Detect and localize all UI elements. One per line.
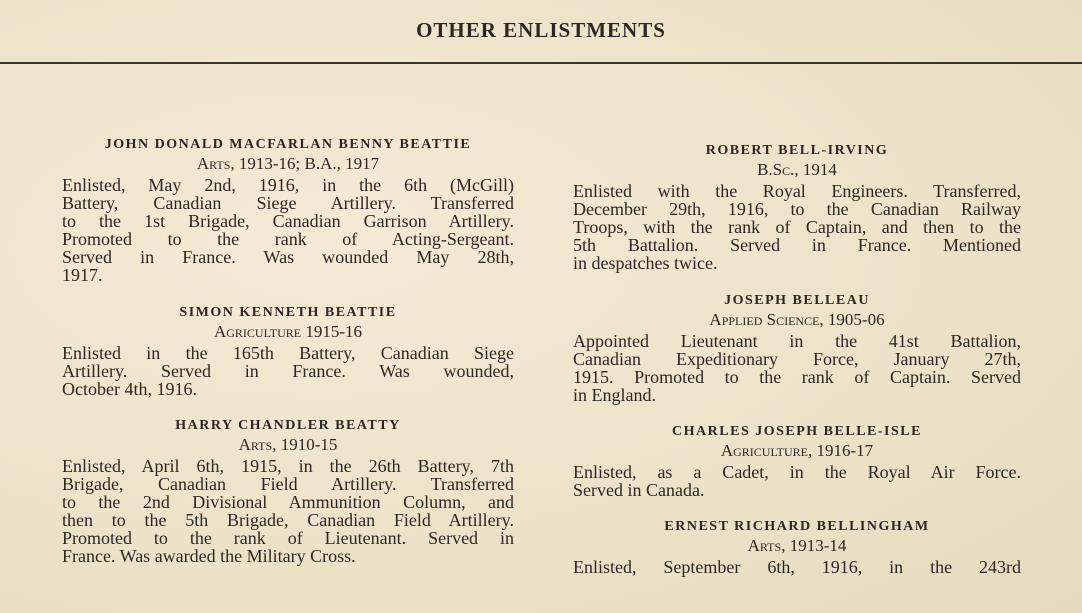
entry-body xyxy=(62,344,514,398)
entry-faculty: B.Sc., 1914 xyxy=(757,160,837,179)
entry-line: Enlisted with the Royal Engineers. Transferred, xyxy=(573,181,1021,201)
entry-body xyxy=(62,457,514,565)
entry-name: ERNEST RICHARD BELLINGHAM xyxy=(664,519,930,534)
entry-faculty: Arts, 1913-16; B.A., 1917 xyxy=(196,154,380,173)
left-column xyxy=(62,136,514,565)
entry-faculty: Agriculture 1915-16 xyxy=(213,322,363,341)
entry-line: Canadian Expeditionary Force, January 27th, xyxy=(573,349,1021,369)
entry-line: Appointed Lieutenant in the 41st Battalion, xyxy=(573,331,1021,351)
entry-line: Enlisted, as a Cadet, in the Royal Air Force. xyxy=(573,462,1021,482)
entry-line: Enlisted, September 6th, 1916, in the 243rd xyxy=(573,557,1021,577)
entry-faculty: Applied Science, 1905-06 xyxy=(709,310,885,329)
entry-line: Promoted to the rank of Lieutenant. Served in xyxy=(62,528,514,548)
entry-line: in England. xyxy=(573,385,656,405)
entry-line: 5th Battalion. Served in France. Mentioned xyxy=(573,235,1021,255)
entry-name: JOSEPH BELLEAU xyxy=(724,293,870,308)
entry-name: CHARLES JOSEPH BELLE-ISLE xyxy=(672,424,922,439)
entry-body xyxy=(573,182,1021,272)
entry-belle-isle-charles xyxy=(573,423,1021,499)
entry-line: to the 2nd Divisional Ammunition Column, and xyxy=(62,492,514,512)
entry-line: Promoted to the rank of Acting-Sergeant. xyxy=(62,229,514,249)
right-column xyxy=(573,142,1021,576)
entry-bell-irving-robert xyxy=(573,142,1021,272)
entry-line: Served in Canada. xyxy=(573,480,705,500)
entry-faculty: Arts, 1910-15 xyxy=(238,435,338,454)
entry-line: France. Was awarded the Military Cross. xyxy=(62,546,356,566)
entry-line: in despatches twice. xyxy=(573,253,718,273)
entry-name: ROBERT BELL-IRVING xyxy=(705,143,889,158)
entry-line: Served in France. Was wounded May 28th, xyxy=(62,247,514,267)
entry-name: HARRY CHANDLER BEATTY xyxy=(175,418,401,433)
page-title: OTHER ENLISTMENTS xyxy=(416,18,666,42)
entry-body xyxy=(573,332,1021,404)
entry-body xyxy=(573,463,1021,499)
entry-belleau-joseph xyxy=(573,292,1021,404)
entry-line: to the 1st Brigade, Canadian Garrison Artillery. xyxy=(62,211,514,231)
entry-line: October 4th, 1916. xyxy=(62,379,197,399)
entry-line: 1915. Promoted to the rank of Captain. Served xyxy=(573,367,1021,387)
entry-body xyxy=(573,558,1021,576)
entry-line: Battery, Canadian Siege Artillery. Transferred xyxy=(62,193,514,213)
entry-body xyxy=(62,176,514,284)
header-rule xyxy=(0,62,1082,64)
entry-line: Artillery. Served in France. Was wounded, xyxy=(62,361,514,381)
entry-line: Enlisted in the 165th Battery, Canadian Siege xyxy=(62,343,514,363)
entry-line: 1917. xyxy=(62,265,103,285)
entry-line: December 29th, 1916, to the Canadian Railway xyxy=(573,199,1021,219)
entry-faculty: Agriculture, 1916-17 xyxy=(720,441,874,460)
entry-name: SIMON KENNETH BEATTIE xyxy=(179,305,397,320)
entry-line: Enlisted, April 6th, 1915, in the 26th Battery, 7th xyxy=(62,456,514,476)
entry-beatty-harry xyxy=(62,417,514,565)
entry-beattie-john xyxy=(62,136,514,284)
entry-name: JOHN DONALD MACFARLAN BENNY BEATTIE xyxy=(104,137,472,152)
entry-line: Brigade, Canadian Field Artillery. Transferred xyxy=(62,474,514,494)
entry-line: Troops, with the rank of Captain, and then to the xyxy=(573,217,1021,237)
entry-line: Enlisted, May 2nd, 1916, in the 6th (McGill) xyxy=(62,175,514,195)
entry-bellingham-ernest xyxy=(573,518,1021,576)
entry-line: then to the 5th Brigade, Canadian Field Artillery. xyxy=(62,510,514,530)
entry-faculty: Arts, 1913-14 xyxy=(747,536,847,555)
entry-beattie-simon xyxy=(62,304,514,398)
